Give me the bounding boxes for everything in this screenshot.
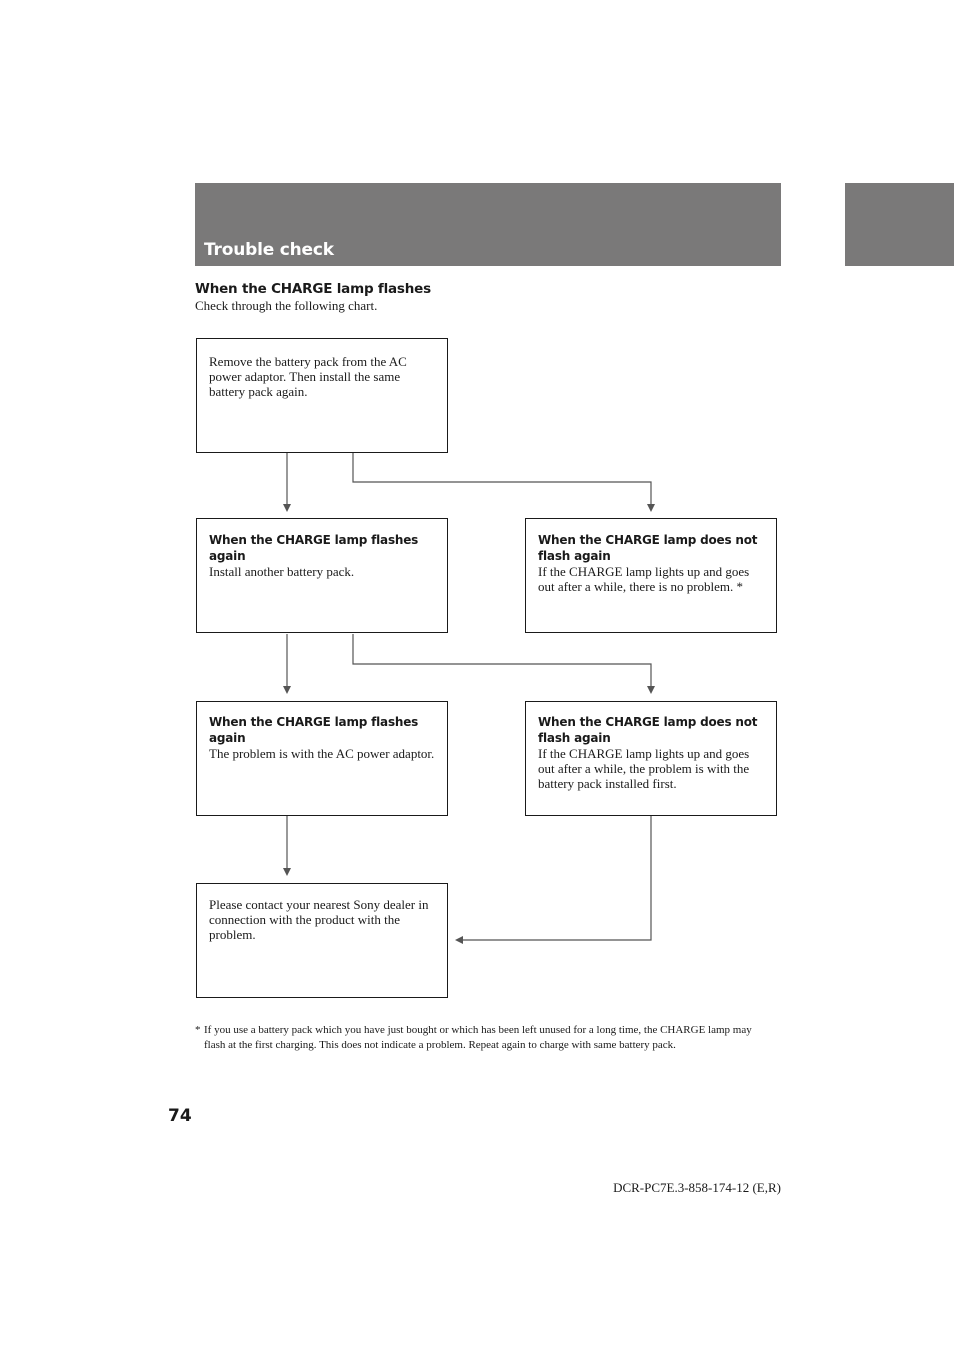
flow-box-text: Please contact your nearest Sony dealer in connection with the product with the problem.: [209, 897, 429, 942]
flow-box-text: Remove the battery pack from the AC power adaptor. Then install the same battery pack again.: [209, 354, 407, 399]
document-code: DCR-PC7E.3-858-174-12 (E,R): [613, 1180, 781, 1195]
footnote: [195, 1023, 775, 1052]
flow-box-not-flash-1: [525, 518, 777, 633]
flow-box-flashes-again-2: [196, 701, 448, 816]
page-number: 74: [168, 1106, 192, 1126]
flow-box-text: Install another battery pack.: [209, 564, 355, 579]
connector-step1-to-right: [353, 452, 651, 508]
connector-step3-right-to-step4: [459, 816, 651, 940]
flow-box-title: When the CHARGE lamp flashes again: [209, 533, 419, 563]
connector-step2-to-right: [353, 634, 651, 690]
page-title: Trouble check: [204, 240, 334, 260]
flow-box-flashes-again-1: [196, 518, 448, 633]
flow-box-title: When the CHARGE lamp does not flash again: [538, 715, 758, 745]
section-intro: Check through the following chart.: [195, 298, 378, 313]
section-heading: When the CHARGE lamp flashes: [195, 281, 431, 297]
flow-box-text: If the CHARGE lamp lights up and goes out after a while, the problem is with the battery pack installed first.: [538, 746, 750, 791]
flow-box-text: The problem is with the AC power adaptor.: [209, 746, 435, 761]
flow-box-step1: [196, 338, 448, 453]
flow-box-text: If the CHARGE lamp lights up and goes out after a while, there is no problem. *: [538, 564, 750, 594]
footnote-mark: *: [195, 1024, 201, 1036]
flow-box-not-flash-2: [525, 701, 777, 816]
flow-box-title: When the CHARGE lamp flashes again: [209, 715, 419, 745]
footnote-text: If you use a battery pack which you have just bought or which has been left unused for a long time, the CHARGE lamp may flash at the first charging. This does not indicate a problem. Repeat again to charge with same battery pack.: [204, 1024, 752, 1051]
flow-box-contact-dealer: [196, 883, 448, 998]
flow-box-title: When the CHARGE lamp does not flash again: [538, 533, 758, 563]
